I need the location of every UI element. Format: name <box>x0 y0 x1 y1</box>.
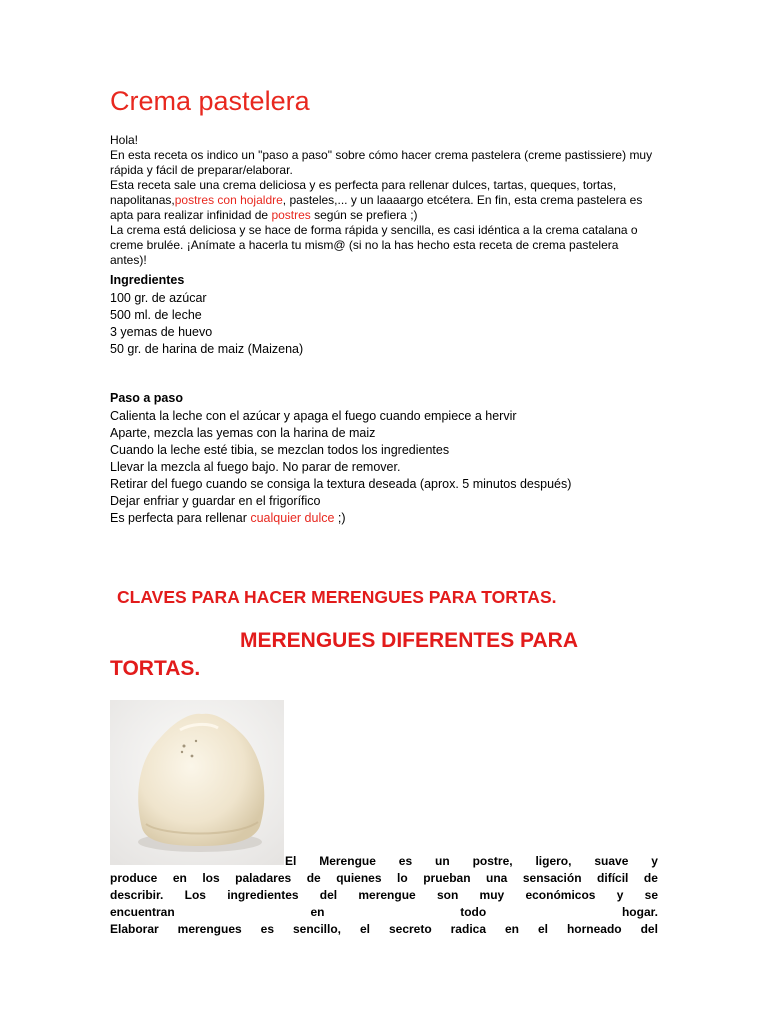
description-word: suave <box>594 854 629 868</box>
description-word: de <box>643 871 658 885</box>
steps-section <box>110 390 571 527</box>
page-title: Crema pastelera <box>110 86 310 116</box>
description-word: produce <box>110 871 158 885</box>
step-item: Llevar la mezcla al fuego bajo. No parar de remover. <box>110 460 401 474</box>
description-word: es <box>398 854 413 868</box>
description-word: prueban <box>423 871 471 885</box>
ingredients-heading: Ingredientes <box>110 273 185 287</box>
description-word: el <box>537 922 548 936</box>
intro-text-part: Esta receta sale una crema deliciosa y es perfecta para rellenar dulces, tartas, queques, tortas, napolitanas, <box>110 178 617 207</box>
ingredients-list <box>110 290 303 358</box>
description-word: paladares <box>235 871 292 885</box>
description-word: describir. <box>110 888 164 902</box>
description-word: del <box>319 888 338 902</box>
meringue-image <box>110 700 284 865</box>
description-word: horneado <box>566 922 622 936</box>
ingredients-section <box>110 272 303 358</box>
intro-paragraph-3: La crema está deliciosa y se hace de forma rápida y sencilla, es casi idéntica a la crema catalana o creme brulée. ¡Anímate a hacerla tu mism@ (si no la has hecho esta receta de crema pastelera antes)! <box>110 223 638 267</box>
description-word: ligero, <box>535 854 572 868</box>
description-word: sensación <box>522 871 582 885</box>
intro-paragraph-1: En esta receta os indico un "paso a paso" sobre cómo hacer crema pastelera (creme pastissiere) muy rápida y fácil de preparar/elaborar. <box>110 148 653 177</box>
description-word: un <box>435 854 450 868</box>
description-line-4 <box>110 904 658 921</box>
description-word: el <box>359 922 370 936</box>
ingredient-item: 500 ml. de leche <box>110 308 202 322</box>
link-postres-hojaldre[interactable]: postres con hojaldre <box>174 193 283 207</box>
steps-list <box>110 408 571 527</box>
description-word: postre, <box>472 854 513 868</box>
intro-paragraph-2 <box>110 178 658 223</box>
step-item-last <box>110 510 571 527</box>
description-word: muy <box>479 888 505 902</box>
description-line-1 <box>110 853 658 870</box>
description-word: del <box>640 922 658 936</box>
description-word: los <box>202 871 220 885</box>
ingredient-item: 3 yemas de huevo <box>110 325 213 339</box>
description-word: en <box>310 905 325 919</box>
step-text: Es perfecta para rellenar <box>110 511 251 525</box>
description-word: ingredientes <box>227 888 299 902</box>
description-word: difícil <box>597 871 629 885</box>
description-word: quienes <box>336 871 382 885</box>
description-word: secreto <box>388 922 432 936</box>
description-word: es <box>260 922 275 936</box>
description-word: merengue <box>358 888 416 902</box>
description-word: radica <box>450 922 486 936</box>
merengues-heading <box>110 627 658 683</box>
description-word: todo <box>460 905 487 919</box>
description-word: encuentran <box>110 905 175 919</box>
intro-greeting: Hola! <box>110 133 139 147</box>
step-item: Retirar del fuego cuando se consiga la textura deseada (aprox. 5 minutos después) <box>110 477 572 491</box>
step-item: Calienta la leche con el azúcar y apaga el fuego cuando empiece a hervir <box>110 409 517 423</box>
description-line-2 <box>110 870 658 887</box>
description-word: Los <box>184 888 206 902</box>
link-postres[interactable]: postres <box>271 208 311 222</box>
merengues-heading-line2: TORTAS. <box>110 657 201 680</box>
description-word: de <box>306 871 321 885</box>
description-word: económicos <box>525 888 596 902</box>
description-word: y <box>616 888 624 902</box>
intro-text-part: , pasteles,... y un laaaargo etcétera. En fin, esta crema pastelera es apta para realizar infinidad de <box>110 193 643 222</box>
description-word: El <box>285 854 297 868</box>
ingredient-item: 100 gr. de azúcar <box>110 291 207 305</box>
intro-text-part: según se prefiera ;) <box>310 208 418 222</box>
description-word: y <box>651 854 658 868</box>
description-line-3 <box>110 887 658 904</box>
description-word: merengues <box>177 922 242 936</box>
description-word: en <box>504 922 519 936</box>
step-text: ;) <box>334 511 346 525</box>
merengues-heading-line1: MERENGUES DIFERENTES PARA <box>240 629 578 652</box>
description-word: en <box>172 871 187 885</box>
meringue-photo <box>110 700 284 865</box>
description-word: Merengue <box>319 854 376 868</box>
link-cualquier-dulce[interactable]: cualquier dulce <box>250 511 335 525</box>
description-word: lo <box>397 871 408 885</box>
merengue-description <box>110 853 658 938</box>
ingredient-item: 50 gr. de harina de maiz (Maizena) <box>110 342 304 356</box>
description-word: se <box>644 888 658 902</box>
description-word: sencillo, <box>292 922 342 936</box>
steps-heading: Paso a paso <box>110 391 183 405</box>
description-word: una <box>486 871 508 885</box>
step-item: Dejar enfriar y guardar en el frigorífico <box>110 494 321 508</box>
intro-text <box>110 133 658 268</box>
description-word: hogar. <box>621 905 658 919</box>
description-line-5 <box>110 921 658 938</box>
step-item: Cuando la leche esté tibia, se mezclan todos los ingredientes <box>110 443 450 457</box>
description-word: son <box>436 888 459 902</box>
step-item: Aparte, mezcla las yemas con la harina de maiz <box>110 426 376 440</box>
claves-heading: CLAVES PARA HACER MERENGUES PARA TORTAS. <box>117 587 557 607</box>
description-word: Elaborar <box>110 922 159 936</box>
